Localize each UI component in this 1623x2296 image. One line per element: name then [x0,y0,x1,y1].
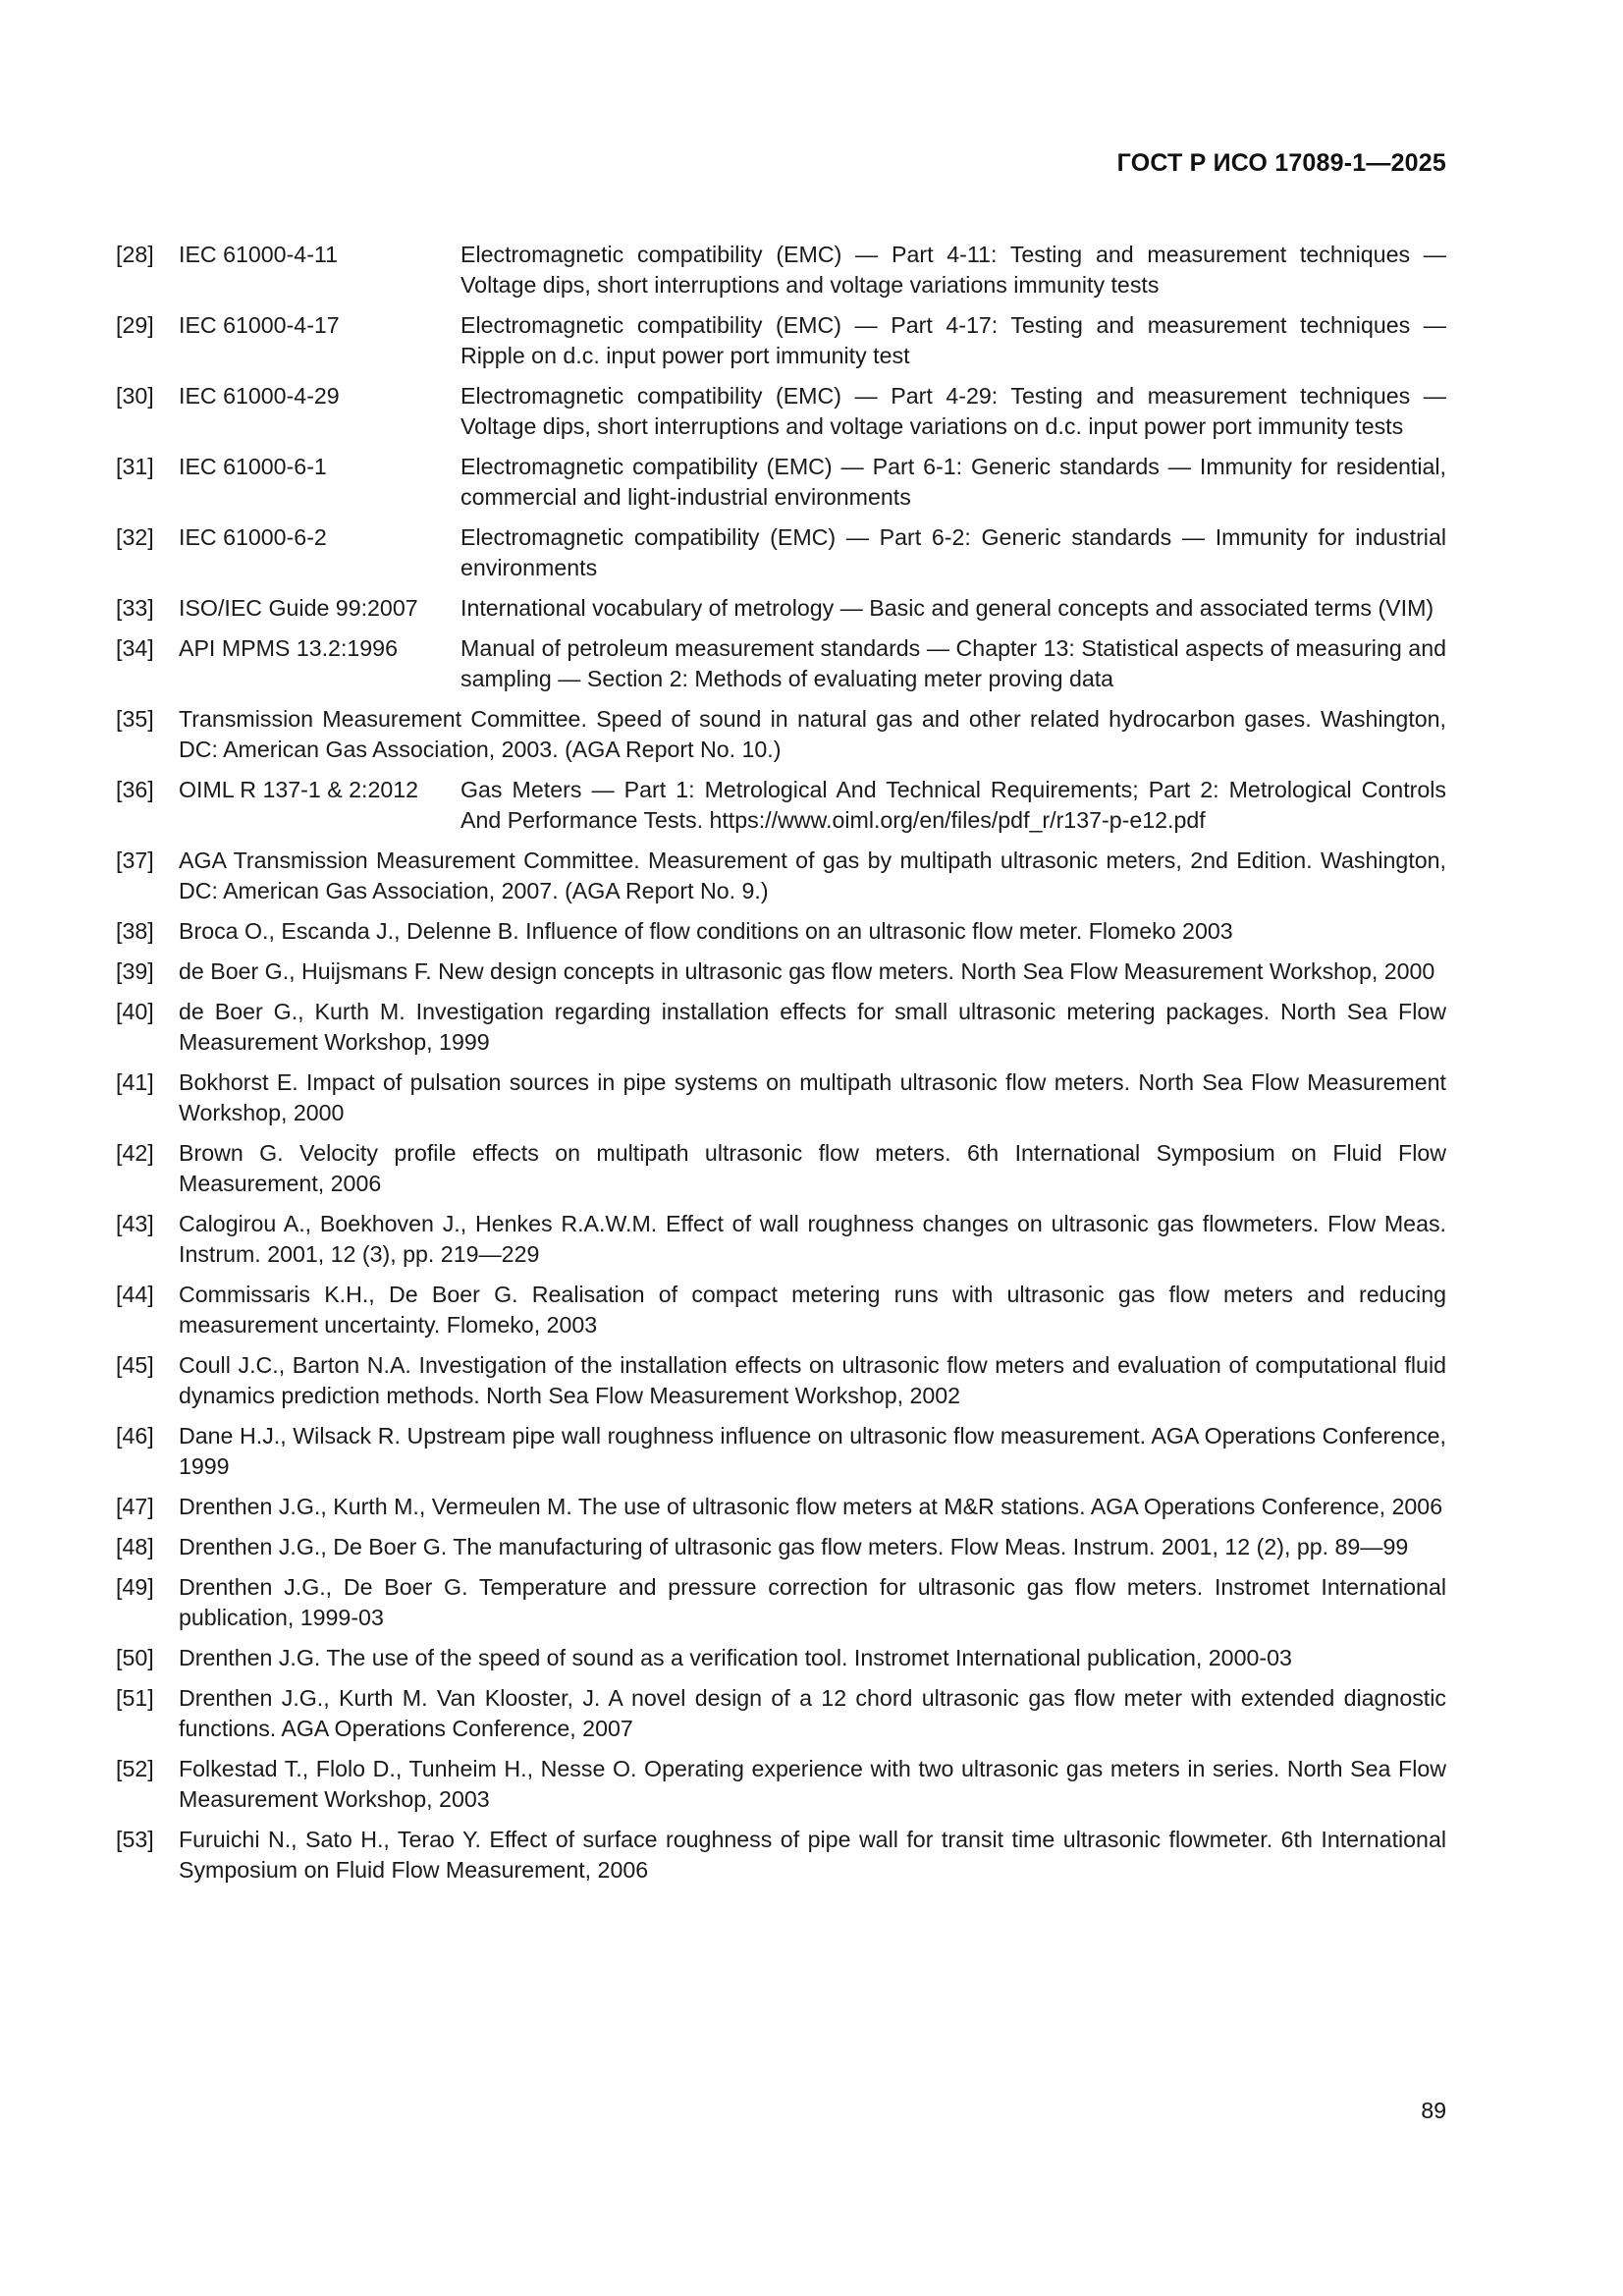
reference-designation: IEC 61000-4-11 [179,242,338,267]
reference-title: Electromagnetic compatibility (EMC) — Part 6-2: Generic standards — Immunity for industrial environments [460,524,1446,580]
reference-number: [44] [116,1282,154,1307]
reference-entry [116,452,1446,513]
reference-citation: Broca O., Escanda J., Delenne B. Influence of flow conditions on an ultrasonic flow meter. Flomeko 2003 [179,918,1233,944]
reference-number: [37] [116,847,154,873]
reference-title: Gas Meters — Part 1: Metrological And Technical Requirements; Part 2: Metrological Controls And Performance Tests. https://www.oiml.org/en/files/pdf_r/r137-p-e12.pdf [460,777,1446,833]
reference-citation: de Boer G., Kurth M. Investigation regarding installation effects for small ultrasonic metering packages. North Sea Flow Measurement Workshop, 1999 [179,999,1446,1055]
reference-entry [116,997,1446,1058]
reference-title: Electromagnetic compatibility (EMC) — Part 4-29: Testing and measurement techniques — Voltage dips, short interruptions and voltage variations on d.c. input power port immunity tests [460,383,1446,439]
reference-entry [116,1280,1446,1340]
reference-title: Electromagnetic compatibility (EMC) — Part 4-11: Testing and measurement techniques — Voltage dips, short interruptions and voltage variations immunity tests [460,242,1446,298]
document-header: ГОСТ Р ИСО 17089-1—2025 [1116,149,1446,177]
reference-entry [116,1209,1446,1270]
reference-number: [34] [116,635,154,661]
reference-entry [116,1067,1446,1128]
reference-entry [116,1572,1446,1633]
reference-citation: Bokhorst E. Impact of pulsation sources in pipe systems on multipath ultrasonic flow meters. North Sea Flow Measurement Workshop, 2000 [179,1069,1446,1125]
reference-citation: AGA Transmission Measurement Committee. Measurement of gas by multipath ultrasonic meters, 2nd Edition. Washington, DC: American Gas Association, 2007. (AGA Report No. 9.) [179,847,1446,903]
reference-entry [116,593,1446,624]
reference-citation: Transmission Measurement Committee. Speed of sound in natural gas and other related hydrocarbon gases. Washington, DC: American Gas Association, 2003. (AGA Report No. 10.) [179,706,1446,762]
reference-entry [116,916,1446,947]
reference-number: [45] [116,1352,154,1378]
reference-number: [47] [116,1494,154,1519]
reference-entry [116,1825,1446,1886]
reference-number: [40] [116,999,154,1024]
reference-citation: Drenthen J.G., Kurth M. Van Klooster, J. A novel design of a 12 chord ultrasonic gas flow meter with extended diagnostic functions. AGA Operations Conference, 2007 [179,1685,1446,1741]
reference-designation: IEC 61000-6-1 [179,454,327,479]
reference-citation: de Boer G., Huijsmans F. New design concepts in ultrasonic gas flow meters. North Sea Flow Measurement Workshop, 2000 [179,958,1435,984]
reference-number: [31] [116,454,154,479]
reference-entry [116,1532,1446,1562]
reference-designation: ISO/IEC Guide 99:2007 [179,595,418,621]
reference-entry [116,240,1446,301]
reference-entry [116,1421,1446,1482]
reference-number: [41] [116,1069,154,1095]
reference-entry [116,1754,1446,1815]
reference-citation: Drenthen J.G., De Boer G. Temperature and pressure correction for ultrasonic gas flow meters. Instromet International publication, 1999-03 [179,1574,1446,1630]
reference-number: [35] [116,706,154,732]
reference-designation: IEC 61000-6-2 [179,524,327,550]
reference-citation: Calogirou A., Boekhoven J., Henkes R.A.W.M. Effect of wall roughness changes on ultrasonic gas flowmeters. Flow Meas. Instrum. 2001, 12 (3), pp. 219—229 [179,1211,1446,1267]
reference-entry [116,1683,1446,1744]
reference-number: [28] [116,242,154,267]
reference-citation: Dane H.J., Wilsack R. Upstream pipe wall roughness influence on ultrasonic flow measurement. AGA Operations Conference, 1999 [179,1423,1446,1479]
reference-title: Electromagnetic compatibility (EMC) — Part 6-1: Generic standards — Immunity for residential, commercial and light-industrial environments [460,454,1446,510]
reference-number: [33] [116,595,154,621]
reference-citation: Folkestad T., Flolo D., Tunheim H., Nesse O. Operating experience with two ultrasonic gas meters in series. North Sea Flow Measurement Workshop, 2003 [179,1756,1446,1812]
reference-number: [42] [116,1140,154,1166]
reference-number: [52] [116,1756,154,1781]
reference-designation: OIML R 137-1 & 2:2012 [179,777,419,802]
reference-designation: API MPMS 13.2:1996 [179,635,398,661]
reference-number: [53] [116,1827,154,1852]
reference-entry [116,1643,1446,1673]
reference-title: Manual of petroleum measurement standards — Chapter 13: Statistical aspects of measuring and sampling — Section 2: Methods of evaluating meter proving data [460,635,1446,691]
reference-number: [39] [116,958,154,984]
reference-citation: Drenthen J.G., Kurth M., Vermeulen M. The use of ultrasonic flow meters at M&R stations. AGA Operations Conference, 2006 [179,1494,1443,1519]
reference-entry [116,310,1446,371]
reference-number: [43] [116,1211,154,1236]
reference-number: [51] [116,1685,154,1711]
reference-entry [116,1350,1446,1411]
reference-entry [116,704,1446,765]
reference-entry [116,1138,1446,1199]
reference-entry [116,1492,1446,1522]
reference-title: International vocabulary of metrology — Basic and general concepts and associated terms (VIM) [460,595,1434,621]
reference-entry [116,846,1446,906]
reference-entry [116,957,1446,987]
reference-entry [116,381,1446,442]
reference-number: [36] [116,777,154,802]
reference-number: [38] [116,918,154,944]
reference-entry [116,522,1446,583]
reference-citation: Drenthen J.G., De Boer G. The manufacturing of ultrasonic gas flow meters. Flow Meas. Instrum. 2001, 12 (2), pp. 89—99 [179,1534,1409,1559]
page-number: 89 [1421,2098,1446,2123]
reference-citation: Brown G. Velocity profile effects on multipath ultrasonic flow meters. 6th International Symposium on Fluid Flow Measurement, 2006 [179,1140,1446,1196]
reference-number: [48] [116,1534,154,1559]
reference-designation: IEC 61000-4-17 [179,312,340,338]
reference-entry [116,633,1446,694]
reference-number: [29] [116,312,154,338]
reference-citation: Commissaris K.H., De Boer G. Realisation of compact metering runs with ultrasonic gas flow meters and reducing measurement uncertainty. Flomeko, 2003 [179,1282,1446,1338]
reference-citation: Drenthen J.G. The use of the speed of sound as a verification tool. Instromet International publication, 2000-03 [179,1645,1292,1670]
reference-designation: IEC 61000-4-29 [179,383,340,409]
reference-entry [116,775,1446,836]
reference-title: Electromagnetic compatibility (EMC) — Part 4-17: Testing and measurement techniques — Ripple on d.c. input power port immunity test [460,312,1446,368]
reference-number: [46] [116,1423,154,1449]
reference-number: [30] [116,383,154,409]
reference-number: [49] [116,1574,154,1600]
reference-number: [50] [116,1645,154,1670]
reference-number: [32] [116,524,154,550]
reference-citation: Furuichi N., Sato H., Terao Y. Effect of surface roughness of pipe wall for transit time ultrasonic flowmeter. 6th International Symposium on Fluid Flow Measurement, 2006 [179,1827,1446,1883]
bibliography-list [116,240,1446,1895]
reference-citation: Coull J.C., Barton N.A. Investigation of the installation effects on ultrasonic flow meters and evaluation of computational fluid dynamics prediction methods. North Sea Flow Measurement Workshop, 2002 [179,1352,1446,1408]
